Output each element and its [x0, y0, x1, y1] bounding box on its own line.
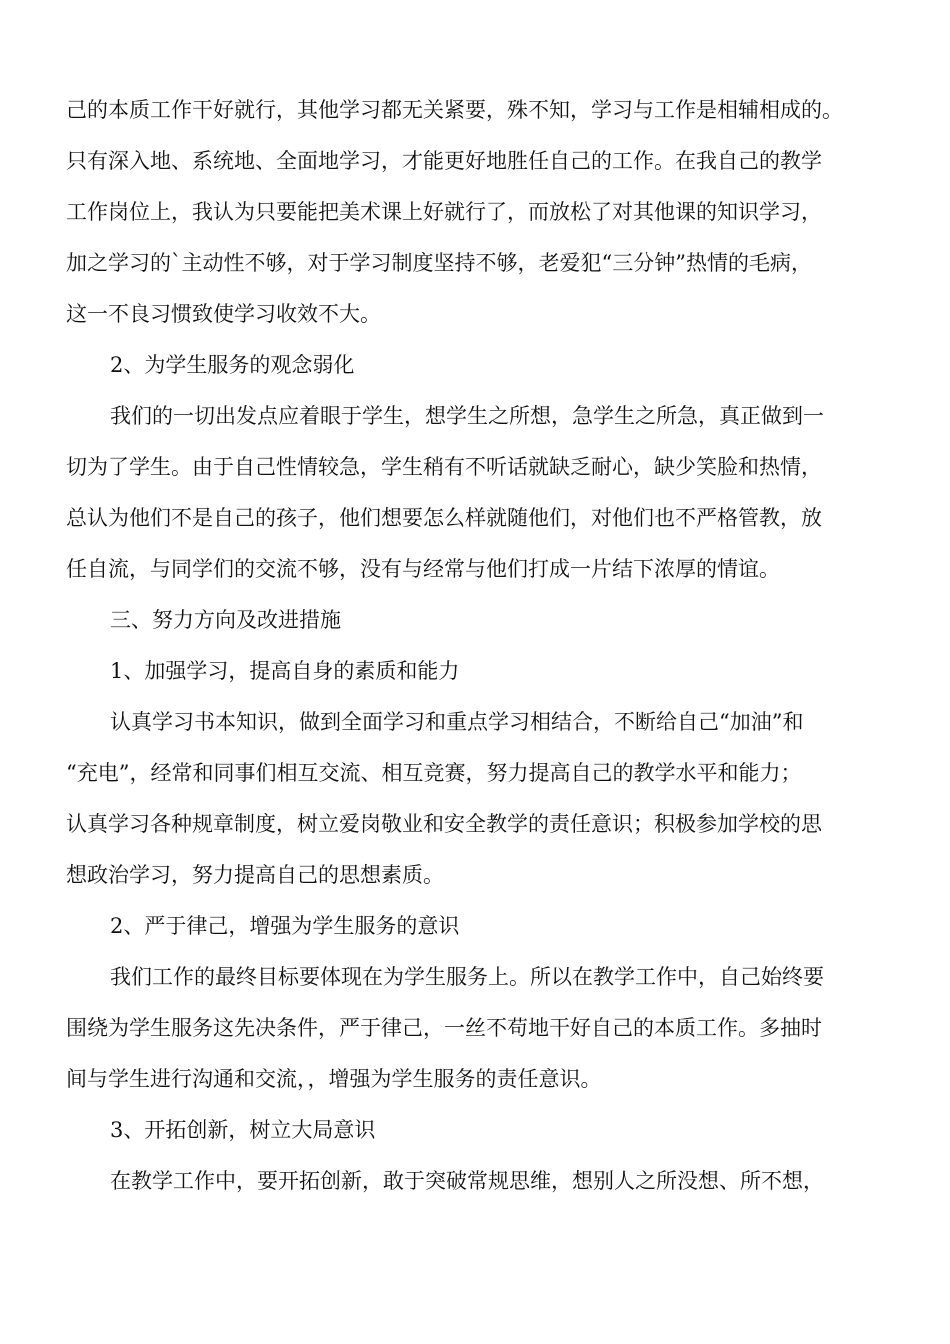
text-line-19: 围绕为学生服务这先决条件，严于律己，一丝不苟地干好自己的本质工作。多抽时: [66, 1016, 822, 1040]
section-heading-service-concept: 2、为学生服务的观念弱化: [110, 353, 355, 377]
text-line-10: 任自流，与同学们的交流不够，没有与经常与他们打成一片结下浓厚的情谊。: [66, 557, 780, 581]
text-line-14: “充电”，经常和同事们相互交流、相互竞赛，努力提高自己的教学水平和能力；: [66, 761, 802, 785]
subheading-strengthen-learning: 1、加强学习，提高自身的素质和能力: [110, 659, 460, 683]
text-line-22: 在教学工作中，要开拓创新，敢于突破常规思维，想别人之所没想、所不想，: [110, 1169, 824, 1193]
text-line-2: 只有深入地、系统地、全面地学习，才能更好地胜任自己的工作。在我自己的教学: [66, 149, 822, 173]
text-line-1: 己的本质工作干好就行，其他学习都无关紧要，殊不知，学习与工作是相辅相成的。: [66, 98, 843, 122]
subheading-self-discipline: 2、严于律己，增强为学生服务的意识: [110, 914, 460, 938]
text-line-20: 间与学生进行沟通和交流，，增强为学生服务的责任意识。: [66, 1067, 602, 1091]
text-line-3: 工作岗位上，我认为只要能把美术课上好就行了，而放松了对其他课的知识学习，: [66, 200, 822, 224]
text-line-5: 这一不良习惯致使学习收效不大。: [66, 302, 381, 326]
document-body: [66, 90, 886, 1212]
section-heading-improvement: 三、努力方向及改进措施: [110, 608, 341, 632]
text-line-13: 认真学习书本知识，做到全面学习和重点学习相结合，不断给自己“加油”和: [110, 710, 804, 734]
text-line-8: 切为了学生。由于自己性情较急，学生稍有不听话就缺乏耐心，缺少笑脸和热情，: [66, 455, 822, 479]
subheading-innovation: 3、开拓创新，树立大局意识: [110, 1118, 376, 1142]
text-line-9: 总认为他们不是自己的孩子，他们想要怎么样就随他们，对他们也不严格管教，放: [66, 506, 822, 530]
text-line-4: 加之学习的`主动性不够，对于学习制度坚持不够，老爱犯“三分钟”热情的毛病，: [66, 251, 812, 275]
text-line-7: 我们的一切出发点应着眼于学生，想学生之所想，急学生之所急，真正做到一: [110, 404, 824, 428]
text-line-16: 想政治学习，努力提高自己的思想素质。: [66, 863, 444, 887]
text-line-18: 我们工作的最终目标要体现在为学生服务上。所以在教学工作中，自己始终要: [110, 965, 824, 989]
text-line-15: 认真学习各种规章制度，树立爱岗敬业和安全教学的责任意识；积极参加学校的思: [66, 812, 822, 836]
